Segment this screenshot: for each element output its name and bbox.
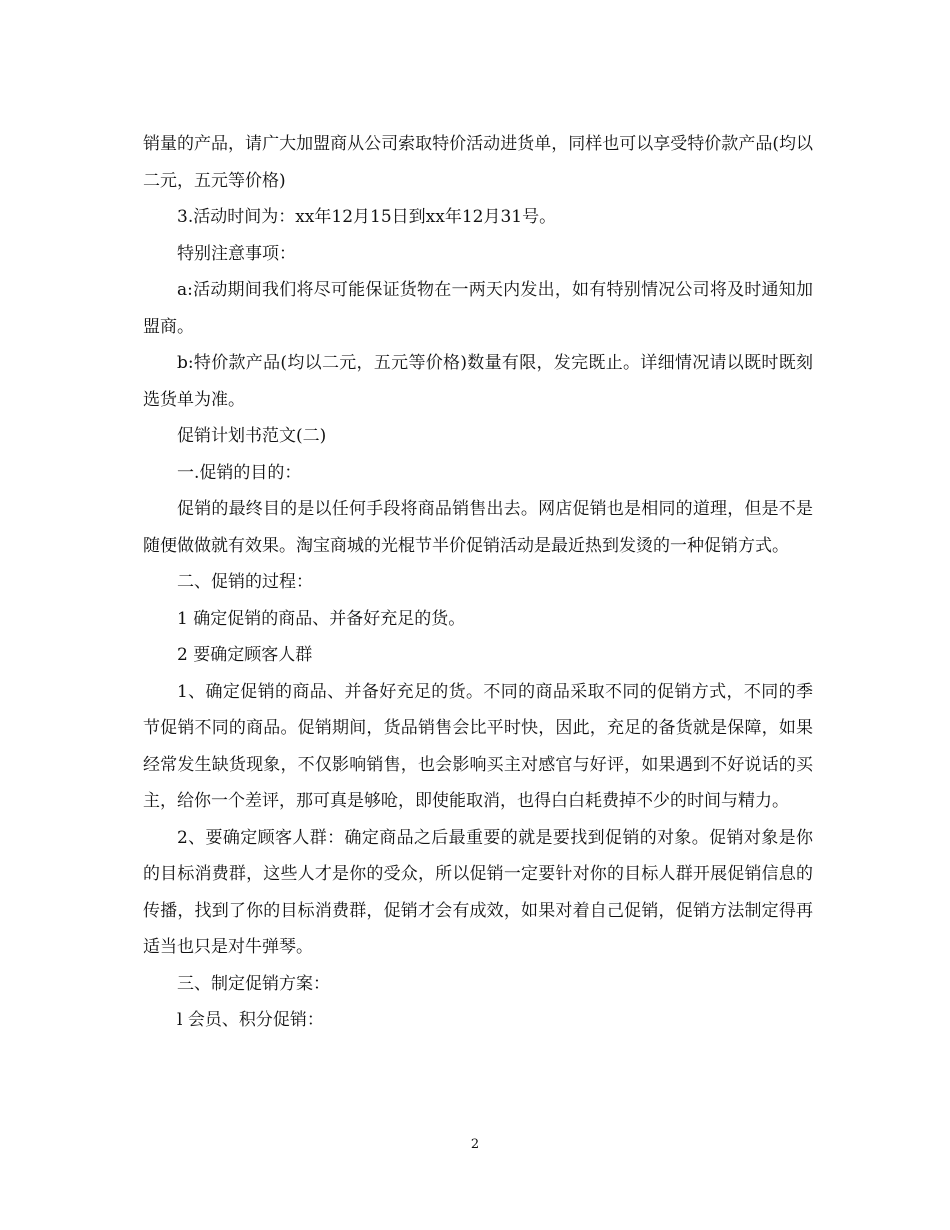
paragraph-12: 1、确定促销的商品、并备好充足的货。不同的商品采取不同的促销方式，不同的季节促销不同的商品。促销期间，货品销售会比平时快，因此，充足的备货就是保障，如果经常发生缺货现象，不仅影响销售，也会影响买主对感官与好评，如果遇到不好说话的买主，给你一个差评，那可真是够呛，即使能取消，也得白白耗费掉不少的时间与精力。 — [143, 681, 813, 811]
paragraph-4: a:活动期间我们将尽可能保证货物在一两天内发出，如有特别情况公司将及时通知加盟商。 — [143, 280, 813, 337]
paragraph-5: b:特价款产品(均以二元，五元等价格)数量有限，发完既止。详细情况请以既时既刻选货单为准。 — [143, 353, 813, 410]
paragraph-15: l 会员、积分促销： — [177, 1010, 324, 1030]
paragraph-2: 3.活动时间为：xx年12月15日到xx年12月31号。 — [177, 207, 557, 227]
paragraph-1: 销量的产品，请广大加盟商从公司索取特价活动进货单，同样也可以享受特价款产品(均以二元，五元等价格) — [143, 134, 813, 191]
paragraph-11: 2 要确定顾客人群 — [177, 645, 313, 665]
paragraph-3: 特别注意事项： — [177, 243, 296, 264]
paragraph-7: 一.促销的目的： — [177, 462, 302, 483]
section-heading: 促销计划书范文(二) — [177, 426, 327, 446]
paragraph-8: 促销的最终目的是以任何手段将商品销售出去。网店促销也是相同的道理，但是不是随便做做就有效果。淘宝商城的光棍节半价促销活动是最近热到发烫的一种促销方式。 — [143, 499, 813, 556]
paragraph-14: 三、制定促销方案： — [177, 973, 330, 994]
document-body — [143, 126, 813, 1039]
paragraph-13: 2、要确定顾客人群：确定商品之后最重要的就是要找到促销的对象。促销对象是你的目标消费群，这些人才是你的受众，所以促销一定要针对你的目标人群开展促销信息的传播，找到了你的目标消费群，促销才会有成效，如果对着自己促销，促销方法制定得再适当也只是对牛弹琴。 — [143, 827, 813, 957]
paragraph-9: 二、促销的过程： — [177, 572, 313, 592]
page-number: 2 — [470, 1137, 480, 1152]
paragraph-10: 1 确定促销的商品、并备好充足的货。 — [177, 608, 466, 629]
